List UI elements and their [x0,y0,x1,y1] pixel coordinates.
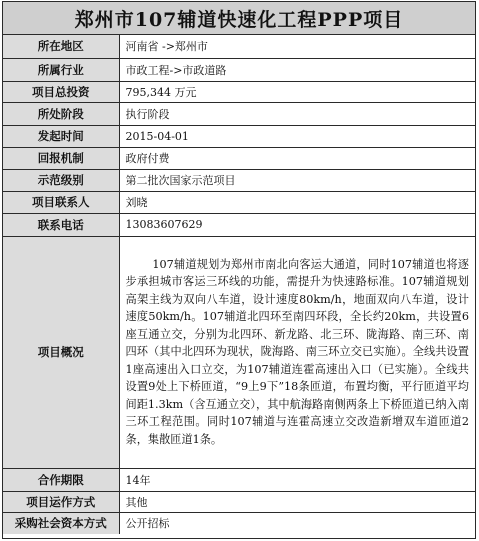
row-contact-phone [3,213,475,236]
stage-value: 执行阶段 [119,102,475,125]
operation-mode-label: 项目运作方式 [3,491,119,512]
demo-level-label: 示范级别 [3,169,119,191]
row-demo-level [3,169,475,191]
cooperation-period-label: 合作期限 [3,468,119,491]
operation-mode-value: 其他 [119,491,475,512]
return-mechanism-value: 政府付费 [119,147,475,169]
start-date-label: 发起时间 [3,125,119,147]
industry-label: 所属行业 [3,58,119,81]
info-grid [3,35,475,534]
industry-value: 市政工程->市政道路 [119,58,475,81]
row-operation-mode [3,491,475,512]
region-value: 河南省 ->郑州市 [125,40,208,54]
row-stage [3,102,475,125]
contact-person-value: 刘晓 [119,191,475,213]
table-title: 郑州市107辅道快速化工程PPP项目 [3,2,475,35]
row-cooperation-period [3,468,475,491]
row-overview [3,236,475,468]
total-investment-value: 795,344 万元 [119,81,475,102]
overview-text: 107辅道规划为郑州市南北向客运大通道，同时107辅道也将逐步承担城市客运三环线的功能，需提升为快速路标准。107辅道规划高架主线为双向八车道，设计速度80km/h，地面双向八车道，设计速度50km/h。107辅道北四环至南四环段，全长约20km，共设置6座互通立交，分别为北四环、新龙路、北三环、陇海路、南三环、南四环（其中北四环为现状，陇海路、南三环立交已实施）。全线共设置1座高速出入口立交，为107辅道连霍高速出入口（已实施）。全线共设置9处上下桥匝道，“9上9下”18条匝道，布置均衡，平行匝道平均间距1.3km（含互通立交），其中航海路南侧两条上下桥匝道已纳入南三环工程范围。同时107辅道与连霍高速立交改造新增双车道匝道2条，集散匝道1条。 [119,236,475,468]
row-start-date [3,125,475,147]
row-industry [3,58,475,81]
cooperation-period-value: 14年 [119,468,475,491]
procurement-method-value: 公开招标 [119,512,475,534]
stage-label: 所处阶段 [3,102,119,125]
row-region [3,35,475,58]
procurement-method-label: 采购社会资本方式 [3,512,119,534]
contact-phone-value: 13083607629 [119,213,475,236]
row-contact-person [3,191,475,213]
contact-phone-label: 联系电话 [3,213,119,236]
start-date-value: 2015-04-01 [119,125,475,147]
overview-label: 项目概况 [3,236,119,468]
total-investment-label: 项目总投资 [3,81,119,102]
demo-level-value: 第二批次国家示范项目 [119,169,475,191]
row-total-investment [3,81,475,102]
row-procurement-method [3,512,475,534]
return-mechanism-label: 回报机制 [3,147,119,169]
project-info-table [2,1,476,539]
region-label: 所在地区 [3,35,119,58]
contact-person-label: 项目联系人 [3,191,119,213]
row-return-mechanism [3,147,475,169]
